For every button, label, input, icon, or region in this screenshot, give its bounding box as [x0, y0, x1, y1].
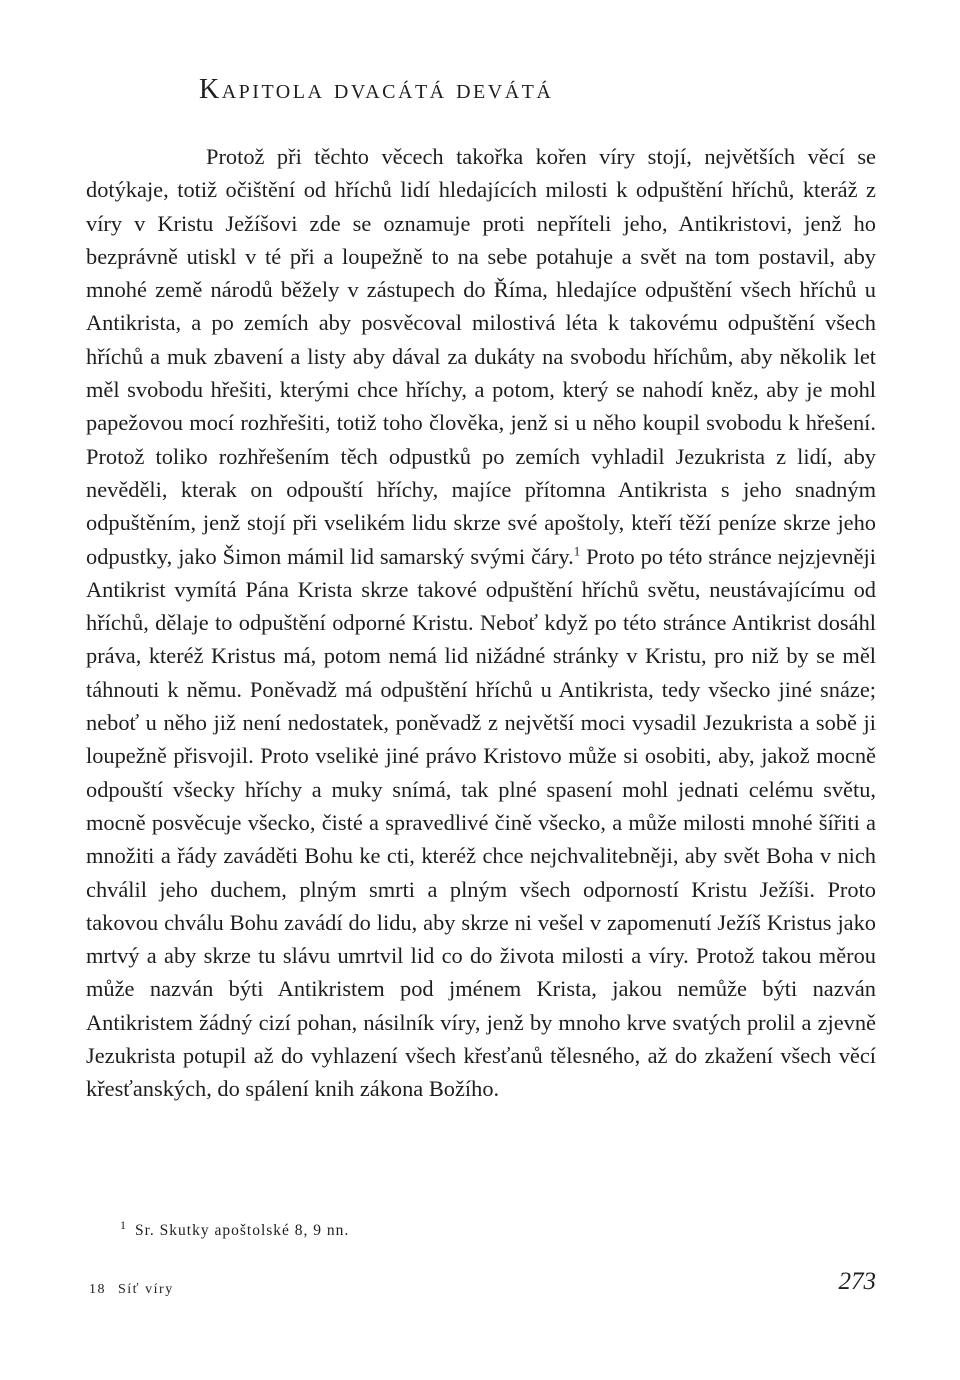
footnote-reference: 1: [573, 543, 581, 559]
body-paragraph: [86, 140, 876, 1106]
chapter-title: Kapitola dvacátá devátá: [199, 74, 554, 105]
body-text-part-1: Protož při těchto věcech takořka kořen víry stojí, největších věcí se dotýkaje, totiž očištění od hříchů lidí hledajících milosti k odpuštění hříchů, kteráž z víry v Kristu Ježíšovi zde se oznamuje proti nepříteli jeho, Antikristovi, jenž ho bezprávně utiskl v té při a loupežně to na sebe potahuje a svět na tom postavil, aby mnohé země národů běžely v zástupech do Říma, hledajíce odpuštění všech hříchů u Antikrista, a po zemích aby posvěcoval milostivá léta k takovému odpuštění všech hříchů a muk zbavení a listy aby dával za dukáty na svobodu hříchům, aby několik let měl svobodu hřešiti, kterými chce hříchy, a potom, který se nahodí kněz, aby je mohl papežovou mocí rozhřešiti, totiž toho člověka, jenž si u něho koupil svobodu k hřešení. Protož toliko rozhřešením těch odpustků po zemích vyhladil Jezukrista z lidí, aby nevěděli, kterak on odpouští hříchy, majíce přítomna Antikrista s jeho snadným odpuštěním, jenž stojí při vselikém lidu skrze své apoštoly, kteří těží peníze skrze jeho odpustky, jako Šimon mámil lid samarský svými čáry.: [86, 144, 876, 569]
page-number: 273: [838, 1268, 876, 1295]
signature-number: 18: [89, 1282, 106, 1297]
footnote-mark: 1: [120, 1217, 127, 1232]
signature-title: Síť víry: [118, 1282, 174, 1297]
printer-signature: [89, 1282, 174, 1298]
footnote-text: Sr. Skutky apoštolské 8, 9 nn.: [135, 1222, 350, 1239]
body-text-part-2: Proto po této stránce nejzjevněji Antikrist vymítá Pána Krista skrze takové odpuštění hříchů světu, neustávajícímu od hříchů, dělaje to odpuštění odporné Kristu. Neboť když po této stránce Antikrist dosáhl práva, kteréž Kristus má, potom nemá lid nižádné stránky v Kristu, pro niž by se měl táhnouti k němu. Poněvadž má odpuštění hříchů u Antikrista, tedy všecko jiné snáze; neboť u něho již není nedostatek, poněvadž z největší moci vysadil Jezukrista a sobě ji loupežně přisvojil. Proto vselikė jiné právo Kristovo může si osobiti, aby, jakož mocně odpouští všecky hříchy a muky snímá, tak plné spasení mohl jednati celému světu, mocně posvěcuje všecko, čisté a spravedlivé čině všecko, a může milosti mnohé šířiti a množiti a řády zaváděti Bohu ke cti, kteréž chce nejchvalitebněji, aby svět Boha v nich chválil jeho duchem, plným smrti a plným všech odporností Kristu Ježíši. Proto takovou chválu Bohu zavádí do lidu, aby skrze ni vešel v zapomenutí Ježíš Kristus jako mrtvý a aby skrze tu slávu umrtvil lid co do života milosti a víry. Protož takou měrou může nazván býti Antikristem pod jménem Krista, jakou nemůže býti nazván Antikristem žádný cizí pohan, násilník víry, jenž by mnoho krve svatých prolil a zjevně Jezukrista potupil až do vyhlazení všech křesťanů tělesného, až do zkažení všech věcí křesťanských, do spálení knih zákona Božího.: [86, 543, 876, 1102]
footnote: [120, 1217, 350, 1240]
